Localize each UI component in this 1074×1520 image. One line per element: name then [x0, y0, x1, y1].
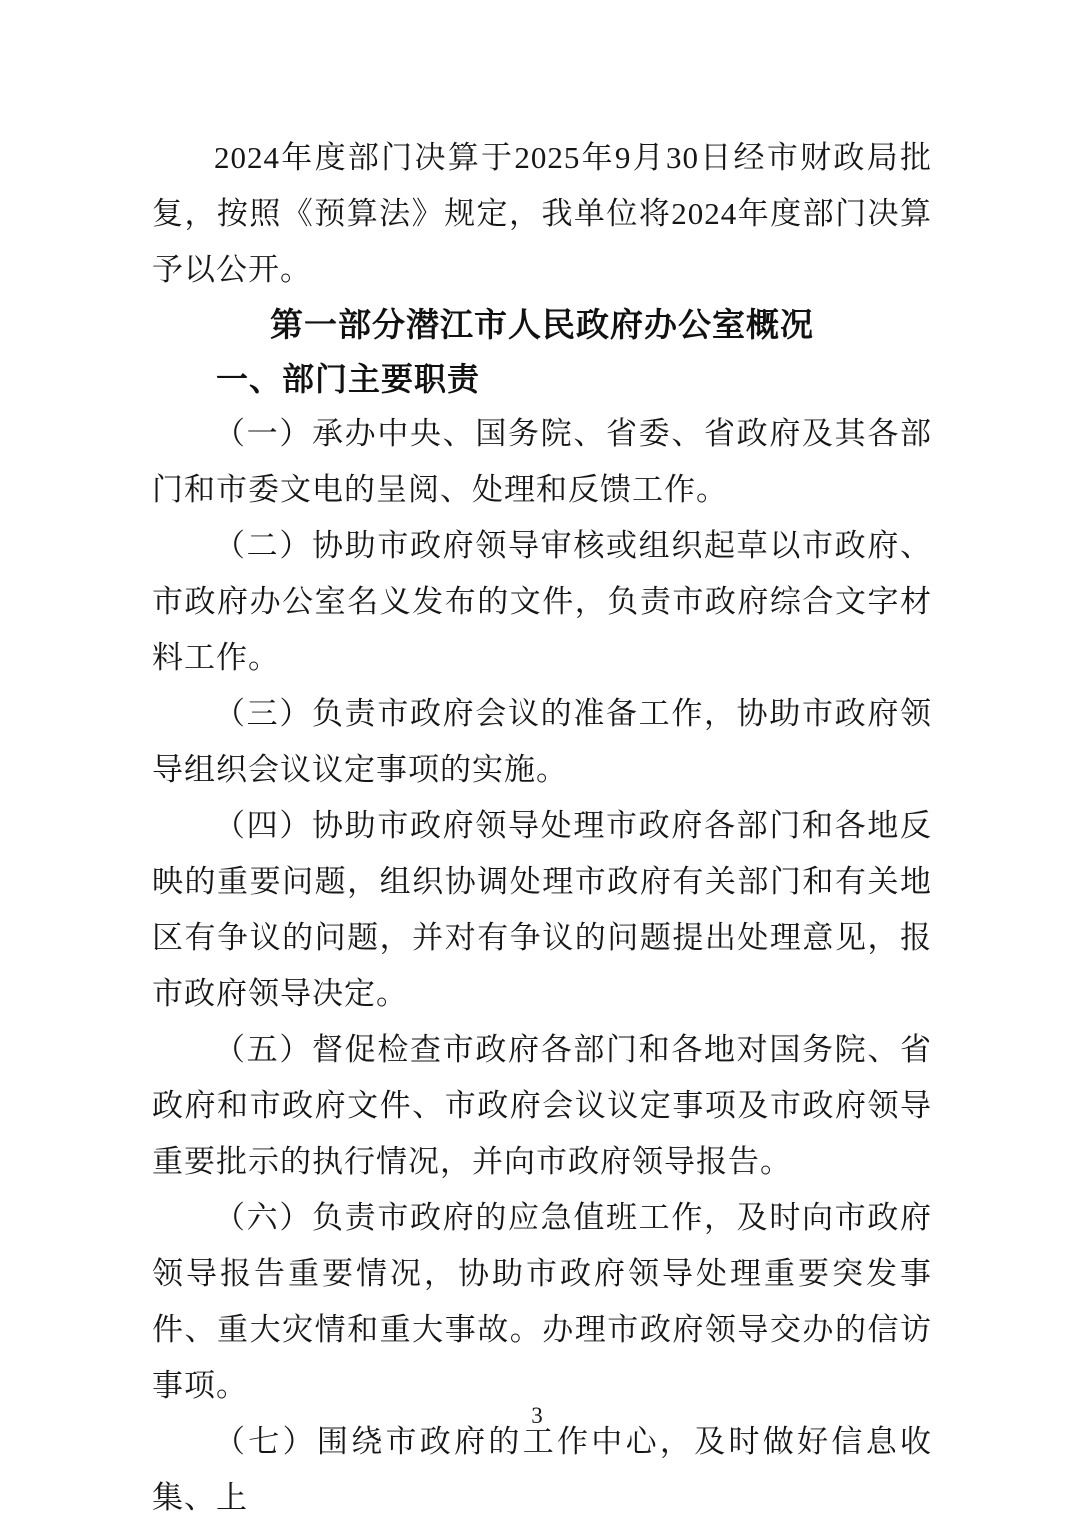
duty-paragraph-1: （一）承办中央、国务院、省委、省政府及其各部门和市委文电的呈阅、处理和反馈工作。 [152, 416, 932, 507]
intro-paragraph: 2024年度部门决算于2025年9月30日经市财政局批复，按照《预算法》规定，我单位将2024年度部门决算予以公开。 [152, 140, 932, 287]
duty-paragraph-2: （二）协助市政府领导审核或组织起草以市政府、市政府办公室名义发布的文件，负责市政府综合文字材料工作。 [152, 528, 932, 675]
subsection-title: 一、部门主要职责 [216, 361, 481, 397]
duty-paragraph-6: （六）负责市政府的应急值班工作，及时向市政府领导报告重要情况，协助市政府领导处理重要突发事件、重大灾情和重大事故。办理市政府领导交办的信访事项。 [152, 1200, 932, 1403]
document-body [0, 130, 1074, 1520]
duty-paragraph-3: （三）负责市政府会议的准备工作，协助市政府领导组织会议议定事项的实施。 [152, 696, 932, 787]
duty-paragraph-7: （七）围绕市政府的工作中心，及时做好信息收集、上 [152, 1424, 932, 1515]
page-number: 3 [531, 1403, 543, 1428]
section-title: 第一部分潜江市人民政府办公室概况 [270, 306, 814, 343]
duty-paragraph-5: （五）督促检查市政府各部门和各地对国务院、省政府和市政府文件、市政府会议议定事项及市政府领导重要批示的执行情况，并向市政府领导报告。 [152, 1032, 932, 1179]
duty-paragraph-4: （四）协助市政府领导处理市政府各部门和各地反映的重要问题，组织协调处理市政府有关部门和有关地区有争议的问题，并对有争议的问题提出处理意见，报市政府领导决定。 [152, 808, 932, 1011]
